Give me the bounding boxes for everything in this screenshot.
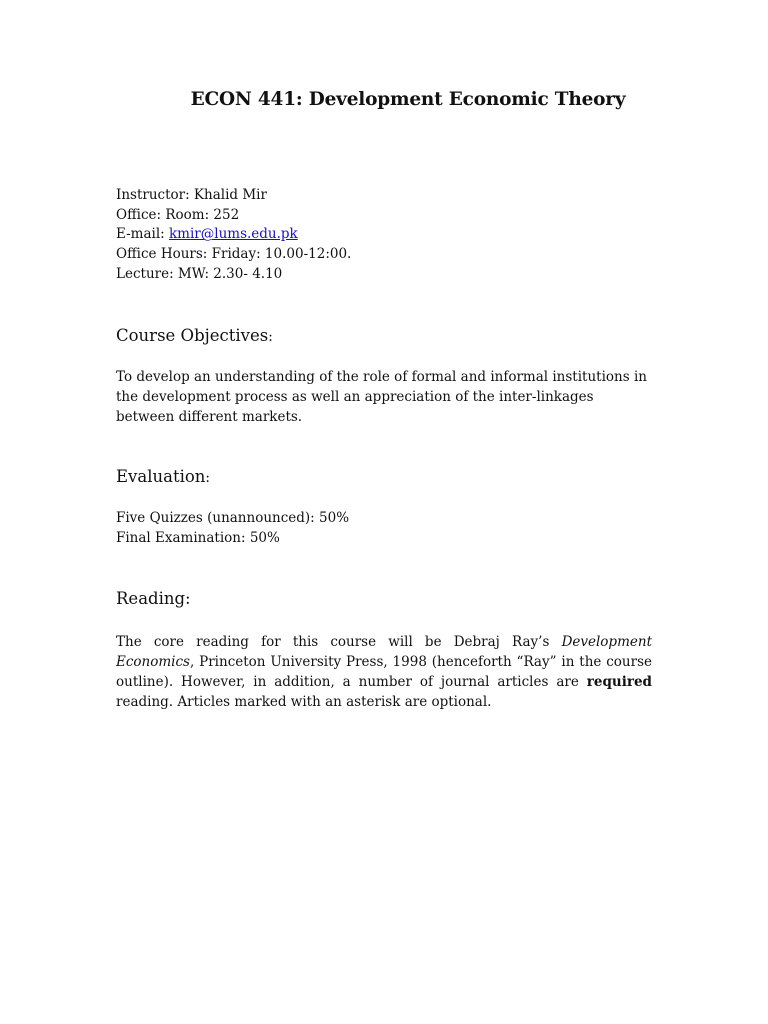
document-title: ECON 441: Development Economic Theory: [190, 89, 626, 110]
evaluation-heading: [116, 466, 652, 489]
reading-text-part-2: , Princeton University Press, 1998 (henceforth “Ray” in the course outline). However, in addition, a number of journal articles are: [116, 654, 652, 690]
lecture-line: Lecture: MW: 2.30- 4.10: [116, 265, 283, 282]
reading-heading-wrapper: [116, 588, 652, 610]
evaluation-heading-wrapper: [116, 466, 652, 489]
objectives-heading-colon: :: [268, 329, 273, 345]
evaluation-item-final: Final Examination: 50%: [116, 530, 280, 546]
instructor-line: Instructor: Khalid Mir: [116, 187, 267, 203]
evaluation-item-quizzes: Five Quizzes (unannounced): 50%: [116, 510, 350, 526]
email-label: E-mail:: [116, 226, 169, 243]
reading-section: [116, 632, 652, 712]
reading-text-part-1: The core reading for this course will be Debraj Ray’s: [116, 634, 562, 650]
email-link[interactable]: kmir@lums.edu.pk: [169, 226, 298, 243]
objectives-heading: [116, 325, 652, 348]
reading-required-emphasis: required: [586, 674, 652, 690]
objectives-heading-wrapper: [116, 325, 652, 348]
reading-book-title: Development Economics: [116, 634, 652, 670]
email-line: [116, 225, 652, 245]
reading-heading: Reading:: [116, 589, 191, 608]
objectives-text: To develop an understanding of the role of formal and informal institutions in the development process as well an appreciation of the inter-linkages between different markets.: [116, 369, 647, 425]
office-line: Office: Room: 252: [116, 206, 240, 223]
office-hours-line: Office Hours: Friday: 10.00-12:00.: [116, 246, 352, 263]
evaluation-heading-text: Evaluation: [116, 467, 206, 486]
document-title-wrapper: [0, 89, 768, 110]
reading-text: [116, 632, 652, 712]
reading-text-part-3: reading. Articles marked with an asterisk are optional.: [116, 694, 492, 710]
objectives-heading-text: Course Objectives: [116, 326, 269, 345]
objectives-section: [116, 367, 652, 427]
evaluation-heading-colon: :: [205, 470, 210, 486]
evaluation-list: [116, 508, 652, 548]
instructor-info: [116, 186, 652, 284]
